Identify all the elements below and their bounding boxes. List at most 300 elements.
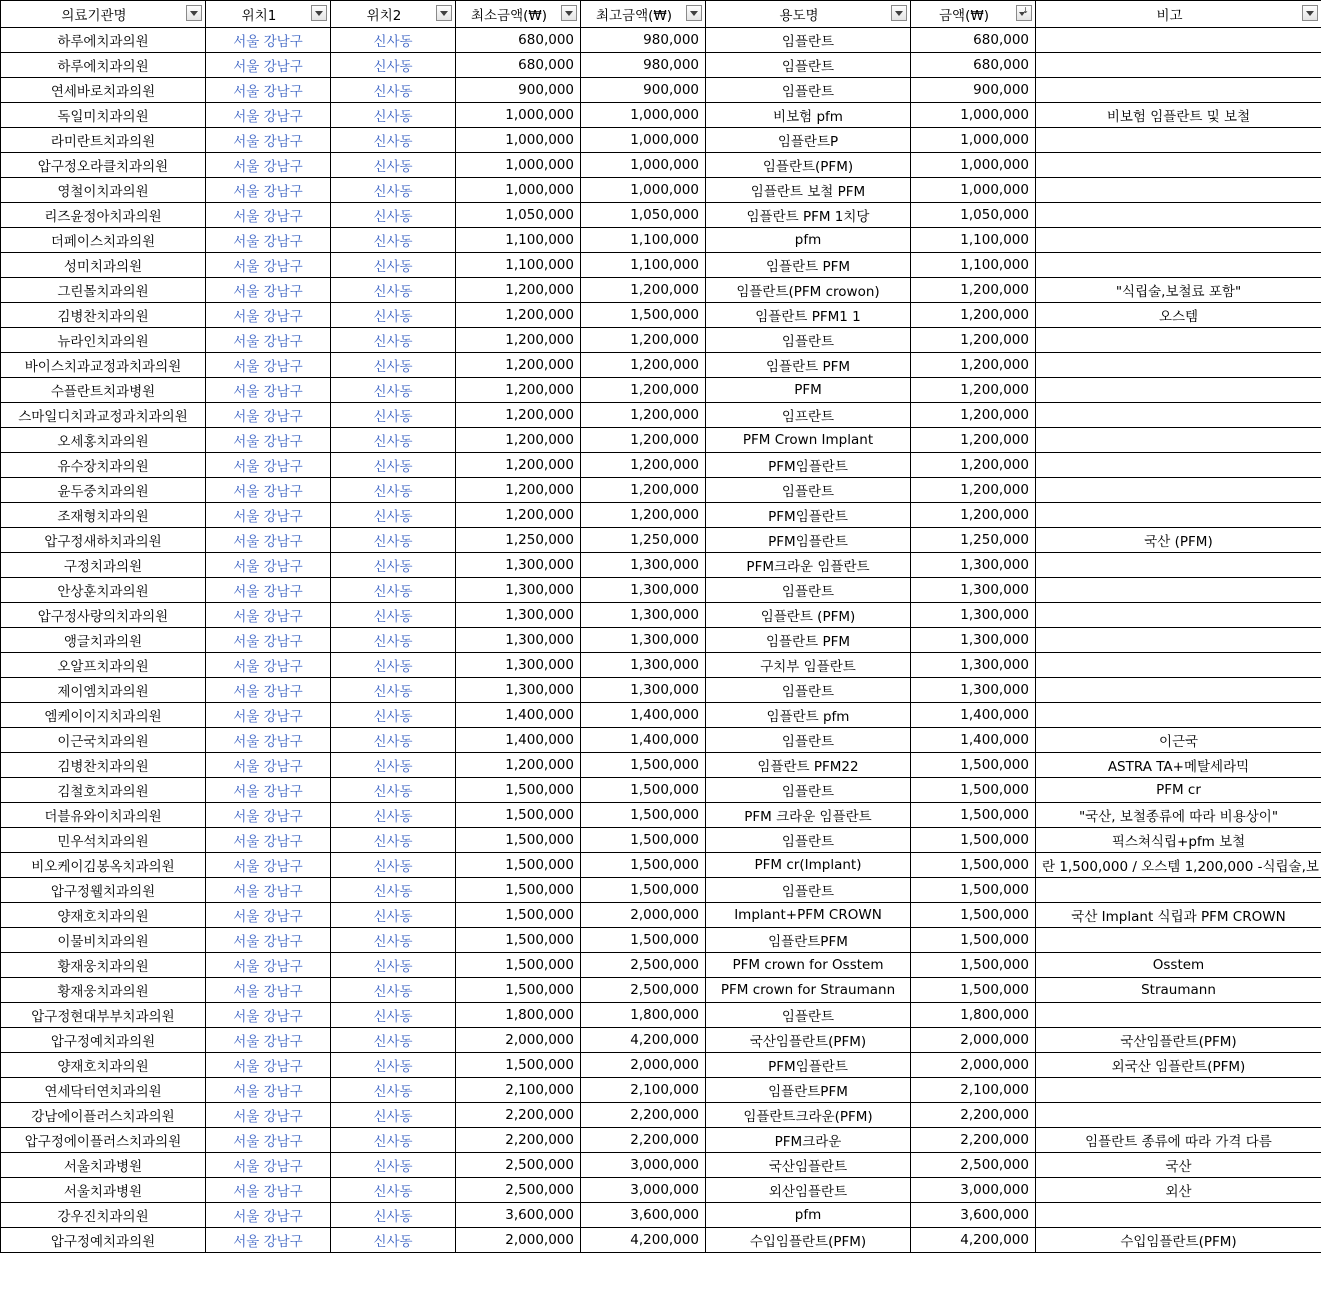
remarks-cell[interactable]: 이근국: [1036, 728, 1321, 753]
min-price-cell[interactable]: 2,200,000: [456, 1128, 581, 1153]
location2-cell[interactable]: 신사동: [331, 903, 456, 928]
location2-cell[interactable]: 신사동: [331, 978, 456, 1003]
amount-cell[interactable]: 900,000: [911, 78, 1036, 103]
max-price-cell[interactable]: 1,500,000: [581, 303, 706, 328]
remarks-cell[interactable]: [1036, 78, 1321, 103]
location2-cell[interactable]: 신사동: [331, 1228, 456, 1253]
max-price-cell[interactable]: 2,000,000: [581, 903, 706, 928]
min-price-cell[interactable]: 1,000,000: [456, 128, 581, 153]
location1-cell[interactable]: 서울 강남구: [206, 403, 331, 428]
max-price-cell[interactable]: 2,200,000: [581, 1128, 706, 1153]
remarks-cell[interactable]: 국산: [1036, 1153, 1321, 1178]
remarks-cell[interactable]: 외국산 임플란트(PFM): [1036, 1053, 1321, 1078]
hospital-name-cell[interactable]: 양재호치과의원: [1, 1053, 206, 1078]
hospital-name-cell[interactable]: 라미란트치과의원: [1, 128, 206, 153]
location1-cell[interactable]: 서울 강남구: [206, 128, 331, 153]
max-price-cell[interactable]: 1,500,000: [581, 878, 706, 903]
min-price-cell[interactable]: 2,000,000: [456, 1228, 581, 1253]
hospital-name-cell[interactable]: 압구정웰치과의원: [1, 878, 206, 903]
min-price-cell[interactable]: 1,300,000: [456, 628, 581, 653]
location2-cell[interactable]: 신사동: [331, 728, 456, 753]
min-price-cell[interactable]: 1,300,000: [456, 553, 581, 578]
amount-cell[interactable]: 1,500,000: [911, 978, 1036, 1003]
amount-cell[interactable]: 1,200,000: [911, 453, 1036, 478]
remarks-cell[interactable]: [1036, 28, 1321, 53]
hospital-name-cell[interactable]: 안상훈치과의원: [1, 578, 206, 603]
min-price-cell[interactable]: 1,400,000: [456, 703, 581, 728]
purpose-cell[interactable]: 임플란트 PFM: [706, 628, 911, 653]
remarks-cell[interactable]: [1036, 628, 1321, 653]
purpose-cell[interactable]: 임플란트: [706, 53, 911, 78]
location1-cell[interactable]: 서울 강남구: [206, 28, 331, 53]
location1-cell[interactable]: 서울 강남구: [206, 253, 331, 278]
amount-cell[interactable]: 4,200,000: [911, 1228, 1036, 1253]
location1-cell[interactable]: 서울 강남구: [206, 1003, 331, 1028]
amount-cell[interactable]: 1,300,000: [911, 628, 1036, 653]
location2-cell[interactable]: 신사동: [331, 78, 456, 103]
min-price-cell[interactable]: 1,200,000: [456, 428, 581, 453]
hospital-name-cell[interactable]: 유수장치과의원: [1, 453, 206, 478]
hospital-name-cell[interactable]: 연세바로치과의원: [1, 78, 206, 103]
location1-cell[interactable]: 서울 강남구: [206, 428, 331, 453]
remarks-cell[interactable]: Straumann: [1036, 978, 1321, 1003]
hospital-name-cell[interactable]: 오세홍치과의원: [1, 428, 206, 453]
remarks-cell[interactable]: [1036, 353, 1321, 378]
hospital-name-cell[interactable]: 서울치과병원: [1, 1153, 206, 1178]
location2-cell[interactable]: 신사동: [331, 1103, 456, 1128]
min-price-cell[interactable]: 1,300,000: [456, 653, 581, 678]
amount-cell[interactable]: 1,000,000: [911, 153, 1036, 178]
location1-cell[interactable]: 서울 강남구: [206, 703, 331, 728]
min-price-cell[interactable]: 1,200,000: [456, 453, 581, 478]
min-price-cell[interactable]: 2,000,000: [456, 1028, 581, 1053]
remarks-cell[interactable]: [1036, 53, 1321, 78]
amount-cell[interactable]: 1,300,000: [911, 553, 1036, 578]
location2-cell[interactable]: 신사동: [331, 503, 456, 528]
location2-cell[interactable]: 신사동: [331, 353, 456, 378]
location2-cell[interactable]: 신사동: [331, 678, 456, 703]
min-price-cell[interactable]: 1,500,000: [456, 853, 581, 878]
hospital-name-cell[interactable]: 김병찬치과의원: [1, 303, 206, 328]
remarks-cell[interactable]: [1036, 128, 1321, 153]
hospital-name-cell[interactable]: 구정치과의원: [1, 553, 206, 578]
purpose-cell[interactable]: 임플란트: [706, 1003, 911, 1028]
location2-cell[interactable]: 신사동: [331, 28, 456, 53]
location2-cell[interactable]: 신사동: [331, 1153, 456, 1178]
hospital-name-cell[interactable]: 이근국치과의원: [1, 728, 206, 753]
max-price-cell[interactable]: 1,500,000: [581, 853, 706, 878]
remarks-cell[interactable]: [1036, 153, 1321, 178]
remarks-cell[interactable]: 국산 (PFM): [1036, 528, 1321, 553]
location1-cell[interactable]: 서울 강남구: [206, 303, 331, 328]
max-price-cell[interactable]: 1,000,000: [581, 128, 706, 153]
hospital-name-cell[interactable]: 압구정오라클치과의원: [1, 153, 206, 178]
location1-cell[interactable]: 서울 강남구: [206, 153, 331, 178]
location1-cell[interactable]: 서울 강남구: [206, 1103, 331, 1128]
min-price-cell[interactable]: 1,500,000: [456, 803, 581, 828]
location1-cell[interactable]: 서울 강남구: [206, 1228, 331, 1253]
max-price-cell[interactable]: 980,000: [581, 53, 706, 78]
location1-cell[interactable]: 서울 강남구: [206, 228, 331, 253]
amount-cell[interactable]: 2,200,000: [911, 1103, 1036, 1128]
purpose-cell[interactable]: 임플란트: [706, 578, 911, 603]
purpose-cell[interactable]: 임플란트: [706, 828, 911, 853]
filter-dropdown-icon[interactable]: [436, 5, 452, 21]
max-price-cell[interactable]: 1,200,000: [581, 353, 706, 378]
min-price-cell[interactable]: 1,100,000: [456, 228, 581, 253]
hospital-name-cell[interactable]: 영철이치과의원: [1, 178, 206, 203]
location2-cell[interactable]: 신사동: [331, 878, 456, 903]
max-price-cell[interactable]: 1,300,000: [581, 628, 706, 653]
hospital-name-cell[interactable]: 오알프치과의원: [1, 653, 206, 678]
remarks-cell[interactable]: [1036, 203, 1321, 228]
max-price-cell[interactable]: 1,200,000: [581, 328, 706, 353]
max-price-cell[interactable]: 1,250,000: [581, 528, 706, 553]
min-price-cell[interactable]: 900,000: [456, 78, 581, 103]
hospital-name-cell[interactable]: 김철호치과의원: [1, 778, 206, 803]
hospital-name-cell[interactable]: 수플란트치과병원: [1, 378, 206, 403]
remarks-cell[interactable]: ASTRA TA+메탈세라믹: [1036, 753, 1321, 778]
hospital-name-cell[interactable]: 압구정예치과의원: [1, 1028, 206, 1053]
location2-cell[interactable]: 신사동: [331, 928, 456, 953]
location1-cell[interactable]: 서울 강남구: [206, 528, 331, 553]
min-price-cell[interactable]: 1,200,000: [456, 403, 581, 428]
purpose-cell[interactable]: PFM크라운: [706, 1128, 911, 1153]
remarks-cell[interactable]: [1036, 428, 1321, 453]
remarks-cell[interactable]: 수입임플란트(PFM): [1036, 1228, 1321, 1253]
max-price-cell[interactable]: 1,000,000: [581, 178, 706, 203]
location2-cell[interactable]: 신사동: [331, 303, 456, 328]
amount-cell[interactable]: 2,000,000: [911, 1053, 1036, 1078]
location2-cell[interactable]: 신사동: [331, 1053, 456, 1078]
max-price-cell[interactable]: 1,800,000: [581, 1003, 706, 1028]
min-price-cell[interactable]: 1,200,000: [456, 503, 581, 528]
hospital-name-cell[interactable]: 하루에치과의원: [1, 28, 206, 53]
amount-cell[interactable]: 1,100,000: [911, 228, 1036, 253]
min-price-cell[interactable]: 1,200,000: [456, 328, 581, 353]
hospital-name-cell[interactable]: 그린몰치과의원: [1, 278, 206, 303]
location2-cell[interactable]: 신사동: [331, 328, 456, 353]
hospital-name-cell[interactable]: 더페이스치과의원: [1, 228, 206, 253]
min-price-cell[interactable]: 1,050,000: [456, 203, 581, 228]
amount-cell[interactable]: 2,000,000: [911, 1028, 1036, 1053]
location2-cell[interactable]: 신사동: [331, 228, 456, 253]
max-price-cell[interactable]: 1,300,000: [581, 603, 706, 628]
location1-cell[interactable]: 서울 강남구: [206, 953, 331, 978]
location2-cell[interactable]: 신사동: [331, 203, 456, 228]
location2-cell[interactable]: 신사동: [331, 603, 456, 628]
purpose-cell[interactable]: 임플란트PFM: [706, 928, 911, 953]
purpose-cell[interactable]: 임플란트 PFM: [706, 353, 911, 378]
hospital-name-cell[interactable]: 더블유와이치과의원: [1, 803, 206, 828]
max-price-cell[interactable]: 2,500,000: [581, 978, 706, 1003]
location2-cell[interactable]: 신사동: [331, 1203, 456, 1228]
purpose-cell[interactable]: PFM크라운 임플란트: [706, 553, 911, 578]
location1-cell[interactable]: 서울 강남구: [206, 803, 331, 828]
min-price-cell[interactable]: 1,500,000: [456, 928, 581, 953]
purpose-cell[interactable]: 임플란트: [706, 678, 911, 703]
hospital-name-cell[interactable]: 압구정새하치과의원: [1, 528, 206, 553]
location1-cell[interactable]: 서울 강남구: [206, 478, 331, 503]
hospital-name-cell[interactable]: 성미치과의원: [1, 253, 206, 278]
purpose-cell[interactable]: PFM: [706, 378, 911, 403]
max-price-cell[interactable]: 1,500,000: [581, 928, 706, 953]
location1-cell[interactable]: 서울 강남구: [206, 878, 331, 903]
filter-dropdown-icon[interactable]: [311, 5, 327, 21]
amount-cell[interactable]: 1,400,000: [911, 728, 1036, 753]
location2-cell[interactable]: 신사동: [331, 1128, 456, 1153]
min-price-cell[interactable]: 1,300,000: [456, 678, 581, 703]
location1-cell[interactable]: 서울 강남구: [206, 828, 331, 853]
min-price-cell[interactable]: 1,000,000: [456, 178, 581, 203]
hospital-name-cell[interactable]: 황재웅치과의원: [1, 978, 206, 1003]
min-price-cell[interactable]: 680,000: [456, 53, 581, 78]
location2-cell[interactable]: 신사동: [331, 53, 456, 78]
amount-cell[interactable]: 1,300,000: [911, 678, 1036, 703]
min-price-cell[interactable]: 2,500,000: [456, 1178, 581, 1203]
hospital-name-cell[interactable]: 이물비치과의원: [1, 928, 206, 953]
min-price-cell[interactable]: 1,500,000: [456, 1053, 581, 1078]
remarks-cell[interactable]: 픽스쳐식립+pfm 보철: [1036, 828, 1321, 853]
purpose-cell[interactable]: 임플란트: [706, 478, 911, 503]
remarks-cell[interactable]: [1036, 453, 1321, 478]
location2-cell[interactable]: 신사동: [331, 153, 456, 178]
hospital-name-cell[interactable]: 압구정사랑의치과의원: [1, 603, 206, 628]
max-price-cell[interactable]: 1,300,000: [581, 678, 706, 703]
amount-cell[interactable]: 1,300,000: [911, 603, 1036, 628]
purpose-cell[interactable]: PFM crown for Straumann: [706, 978, 911, 1003]
amount-cell[interactable]: 1,000,000: [911, 178, 1036, 203]
hospital-name-cell[interactable]: 강우진치과의원: [1, 1203, 206, 1228]
amount-cell[interactable]: 1,000,000: [911, 103, 1036, 128]
hospital-name-cell[interactable]: 리즈윤정아치과의원: [1, 203, 206, 228]
location1-cell[interactable]: 서울 강남구: [206, 603, 331, 628]
remarks-cell[interactable]: Osstem: [1036, 953, 1321, 978]
remarks-cell[interactable]: [1036, 328, 1321, 353]
amount-cell[interactable]: 1,050,000: [911, 203, 1036, 228]
location1-cell[interactable]: 서울 강남구: [206, 378, 331, 403]
max-price-cell[interactable]: 1,100,000: [581, 228, 706, 253]
location2-cell[interactable]: 신사동: [331, 1028, 456, 1053]
max-price-cell[interactable]: 2,100,000: [581, 1078, 706, 1103]
purpose-cell[interactable]: 임플란트: [706, 728, 911, 753]
location1-cell[interactable]: 서울 강남구: [206, 278, 331, 303]
purpose-cell[interactable]: PFM Crown Implant: [706, 428, 911, 453]
location1-cell[interactable]: 서울 강남구: [206, 353, 331, 378]
max-price-cell[interactable]: 1,400,000: [581, 703, 706, 728]
remarks-cell[interactable]: [1036, 378, 1321, 403]
purpose-cell[interactable]: 임플란트 PFM 1치당: [706, 203, 911, 228]
max-price-cell[interactable]: 1,200,000: [581, 378, 706, 403]
min-price-cell[interactable]: 1,000,000: [456, 153, 581, 178]
location2-cell[interactable]: 신사동: [331, 453, 456, 478]
amount-cell[interactable]: 1,300,000: [911, 578, 1036, 603]
remarks-cell[interactable]: [1036, 703, 1321, 728]
max-price-cell[interactable]: 3,600,000: [581, 1203, 706, 1228]
purpose-cell[interactable]: 국산임플란트(PFM): [706, 1028, 911, 1053]
location1-cell[interactable]: 서울 강남구: [206, 1203, 331, 1228]
max-price-cell[interactable]: 3,000,000: [581, 1153, 706, 1178]
location1-cell[interactable]: 서울 강남구: [206, 78, 331, 103]
min-price-cell[interactable]: 3,600,000: [456, 1203, 581, 1228]
amount-cell[interactable]: 1,200,000: [911, 478, 1036, 503]
location1-cell[interactable]: 서울 강남구: [206, 578, 331, 603]
purpose-cell[interactable]: PFM임플란트: [706, 503, 911, 528]
amount-cell[interactable]: 1,200,000: [911, 403, 1036, 428]
amount-cell[interactable]: 1,500,000: [911, 953, 1036, 978]
hospital-name-cell[interactable]: 하루에치과의원: [1, 53, 206, 78]
location2-cell[interactable]: 신사동: [331, 803, 456, 828]
min-price-cell[interactable]: 1,200,000: [456, 753, 581, 778]
location2-cell[interactable]: 신사동: [331, 653, 456, 678]
remarks-cell[interactable]: [1036, 603, 1321, 628]
purpose-cell[interactable]: 임플란트 PFM: [706, 253, 911, 278]
remarks-cell[interactable]: PFM cr: [1036, 778, 1321, 803]
hospital-name-cell[interactable]: 독일미치과의원: [1, 103, 206, 128]
remarks-cell[interactable]: [1036, 928, 1321, 953]
purpose-cell[interactable]: 임플란트: [706, 878, 911, 903]
purpose-cell[interactable]: 외산임플란트: [706, 1178, 911, 1203]
remarks-cell[interactable]: [1036, 503, 1321, 528]
hospital-name-cell[interactable]: 양재호치과의원: [1, 903, 206, 928]
remarks-cell[interactable]: [1036, 1078, 1321, 1103]
purpose-cell[interactable]: 임플란트 (PFM): [706, 603, 911, 628]
remarks-cell[interactable]: [1036, 253, 1321, 278]
filter-dropdown-icon[interactable]: [186, 5, 202, 21]
amount-cell[interactable]: 1,400,000: [911, 703, 1036, 728]
max-price-cell[interactable]: 1,000,000: [581, 153, 706, 178]
location2-cell[interactable]: 신사동: [331, 378, 456, 403]
location2-cell[interactable]: 신사동: [331, 953, 456, 978]
amount-cell[interactable]: 1,500,000: [911, 778, 1036, 803]
amount-cell[interactable]: 2,100,000: [911, 1078, 1036, 1103]
purpose-cell[interactable]: 임플란트 pfm: [706, 703, 911, 728]
location2-cell[interactable]: 신사동: [331, 628, 456, 653]
remarks-cell[interactable]: [1036, 1203, 1321, 1228]
amount-cell[interactable]: 1,500,000: [911, 803, 1036, 828]
hospital-name-cell[interactable]: 윤두중치과의원: [1, 478, 206, 503]
location1-cell[interactable]: 서울 강남구: [206, 503, 331, 528]
purpose-cell[interactable]: PFM임플란트: [706, 1053, 911, 1078]
min-price-cell[interactable]: 1,500,000: [456, 778, 581, 803]
hospital-name-cell[interactable]: 연세닥터연치과의원: [1, 1078, 206, 1103]
max-price-cell[interactable]: 1,200,000: [581, 278, 706, 303]
remarks-cell[interactable]: 오스템: [1036, 303, 1321, 328]
location1-cell[interactable]: 서울 강남구: [206, 178, 331, 203]
location1-cell[interactable]: 서울 강남구: [206, 453, 331, 478]
remarks-cell[interactable]: [1036, 403, 1321, 428]
min-price-cell[interactable]: 1,200,000: [456, 278, 581, 303]
location2-cell[interactable]: 신사동: [331, 778, 456, 803]
max-price-cell[interactable]: 1,500,000: [581, 828, 706, 853]
purpose-cell[interactable]: 임플란트 PFM22: [706, 753, 911, 778]
hospital-name-cell[interactable]: 김병찬치과의원: [1, 753, 206, 778]
purpose-cell[interactable]: 수입임플란트(PFM): [706, 1228, 911, 1253]
remarks-cell[interactable]: [1036, 1003, 1321, 1028]
remarks-cell[interactable]: [1036, 228, 1321, 253]
amount-cell[interactable]: 1,200,000: [911, 378, 1036, 403]
location2-cell[interactable]: 신사동: [331, 478, 456, 503]
purpose-cell[interactable]: Implant+PFM CROWN: [706, 903, 911, 928]
min-price-cell[interactable]: 1,500,000: [456, 953, 581, 978]
min-price-cell[interactable]: 1,000,000: [456, 103, 581, 128]
max-price-cell[interactable]: 1,500,000: [581, 803, 706, 828]
max-price-cell[interactable]: 1,300,000: [581, 553, 706, 578]
max-price-cell[interactable]: 1,500,000: [581, 753, 706, 778]
purpose-cell[interactable]: 임플란트(PFM crowon): [706, 278, 911, 303]
max-price-cell[interactable]: 1,200,000: [581, 503, 706, 528]
max-price-cell[interactable]: 4,200,000: [581, 1228, 706, 1253]
location1-cell[interactable]: 서울 강남구: [206, 1153, 331, 1178]
amount-cell[interactable]: 1,200,000: [911, 353, 1036, 378]
min-price-cell[interactable]: 680,000: [456, 28, 581, 53]
purpose-cell[interactable]: 구치부 임플란트: [706, 653, 911, 678]
purpose-cell[interactable]: pfm: [706, 228, 911, 253]
location2-cell[interactable]: 신사동: [331, 278, 456, 303]
location2-cell[interactable]: 신사동: [331, 178, 456, 203]
location2-cell[interactable]: 신사동: [331, 1178, 456, 1203]
filter-dropdown-icon[interactable]: [686, 5, 702, 21]
hospital-name-cell[interactable]: 비오케이김봉옥치과의원: [1, 853, 206, 878]
location2-cell[interactable]: 신사동: [331, 1078, 456, 1103]
location1-cell[interactable]: 서울 강남구: [206, 628, 331, 653]
location2-cell[interactable]: 신사동: [331, 753, 456, 778]
location1-cell[interactable]: 서울 강남구: [206, 728, 331, 753]
amount-cell[interactable]: 1,500,000: [911, 853, 1036, 878]
amount-cell[interactable]: 1,800,000: [911, 1003, 1036, 1028]
max-price-cell[interactable]: 900,000: [581, 78, 706, 103]
purpose-cell[interactable]: 임플란트: [706, 328, 911, 353]
min-price-cell[interactable]: 1,200,000: [456, 378, 581, 403]
min-price-cell[interactable]: 2,200,000: [456, 1103, 581, 1128]
min-price-cell[interactable]: 1,500,000: [456, 903, 581, 928]
amount-cell[interactable]: 1,200,000: [911, 278, 1036, 303]
max-price-cell[interactable]: 1,200,000: [581, 478, 706, 503]
location1-cell[interactable]: 서울 강남구: [206, 1053, 331, 1078]
min-price-cell[interactable]: 1,250,000: [456, 528, 581, 553]
location2-cell[interactable]: 신사동: [331, 528, 456, 553]
location2-cell[interactable]: 신사동: [331, 578, 456, 603]
purpose-cell[interactable]: 임플란트: [706, 28, 911, 53]
remarks-cell[interactable]: "국산, 보철종류에 따라 비용상이": [1036, 803, 1321, 828]
amount-cell[interactable]: 680,000: [911, 28, 1036, 53]
remarks-cell[interactable]: [1036, 1103, 1321, 1128]
amount-cell[interactable]: 3,600,000: [911, 1203, 1036, 1228]
max-price-cell[interactable]: 1,000,000: [581, 103, 706, 128]
location2-cell[interactable]: 신사동: [331, 128, 456, 153]
amount-cell[interactable]: 2,500,000: [911, 1153, 1036, 1178]
hospital-name-cell[interactable]: 바이스치과교정과치과의원: [1, 353, 206, 378]
location1-cell[interactable]: 서울 강남구: [206, 903, 331, 928]
max-price-cell[interactable]: 980,000: [581, 28, 706, 53]
min-price-cell[interactable]: 1,300,000: [456, 603, 581, 628]
hospital-name-cell[interactable]: 조재형치과의원: [1, 503, 206, 528]
location1-cell[interactable]: 서울 강남구: [206, 203, 331, 228]
location1-cell[interactable]: 서울 강남구: [206, 53, 331, 78]
remarks-cell[interactable]: [1036, 878, 1321, 903]
remarks-cell[interactable]: 비보험 임플란트 및 보철: [1036, 103, 1321, 128]
hospital-name-cell[interactable]: 스마일디치과교정과치과의원: [1, 403, 206, 428]
purpose-cell[interactable]: 임플란트크라운(PFM): [706, 1103, 911, 1128]
location1-cell[interactable]: 서울 강남구: [206, 978, 331, 1003]
remarks-cell[interactable]: [1036, 678, 1321, 703]
amount-cell[interactable]: 1,200,000: [911, 303, 1036, 328]
amount-cell[interactable]: 1,500,000: [911, 928, 1036, 953]
amount-cell[interactable]: 1,500,000: [911, 903, 1036, 928]
location1-cell[interactable]: 서울 강남구: [206, 853, 331, 878]
remarks-cell[interactable]: 국산임플란트(PFM): [1036, 1028, 1321, 1053]
purpose-cell[interactable]: PFM임플란트: [706, 453, 911, 478]
